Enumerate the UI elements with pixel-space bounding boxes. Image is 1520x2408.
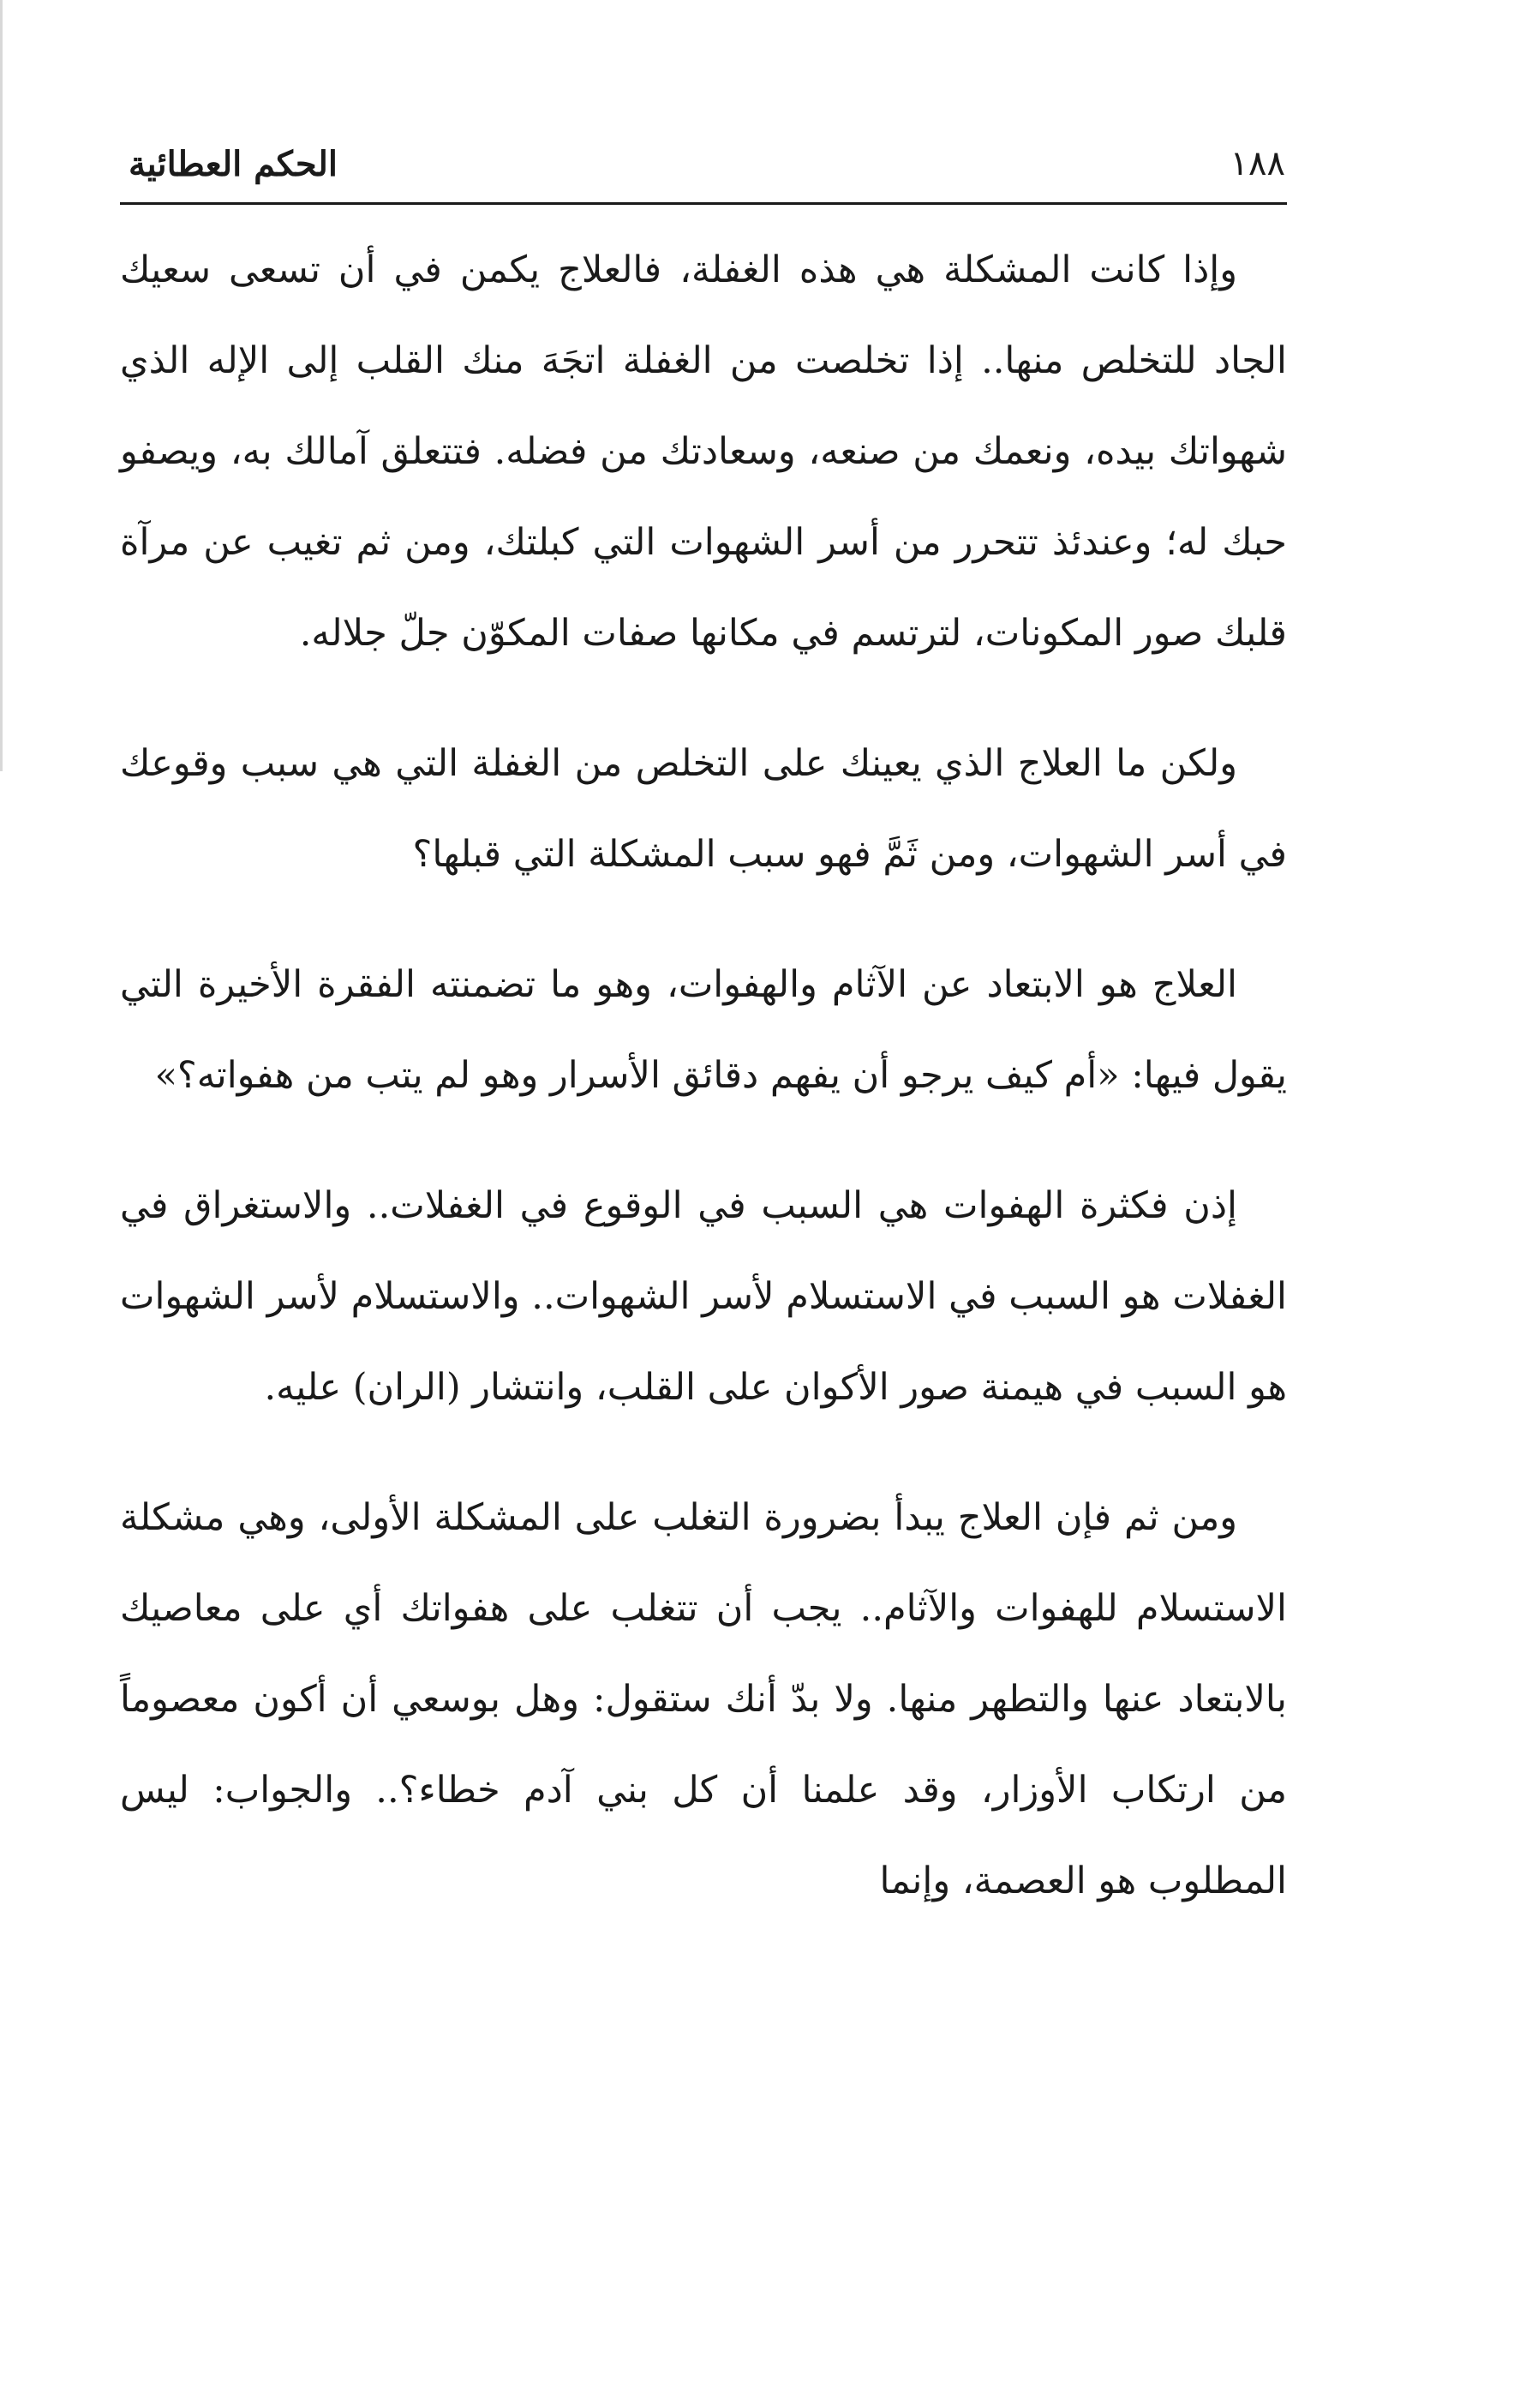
scan-edge-shadow xyxy=(0,0,3,771)
page-number: ١٨٨ xyxy=(1230,144,1285,183)
paragraph-2: ولكن ما العلاج الذي يعينك على التخلص من الغفلة التي هي سبب وقوعك في أسر الشهوات، ومن ثَمَّ فهو سبب المشكلة التي قبلها؟ xyxy=(120,742,1287,876)
body-text xyxy=(120,225,1287,1926)
header-divider xyxy=(120,202,1287,205)
paragraph-4: إذن فكثرة الهفوات هي السبب في الوقوع في الغفلات.. والاستغراق في الغفلات هو السبب في الاستسلام لأسر الشهوات.. والاستسلام لأسر الشهوات هو السبب في هيمنة صور الأكوان على القلب، وانتشار (الران) عليه. xyxy=(120,1184,1287,1409)
paragraph-5: ومن ثم فإن العلاج يبدأ بضرورة التغلب على المشكلة الأولى، وهي مشكلة الاستسلام للهفوات والآثام.. يجب أن تتغلب على هفواتك أي على معاصيك بالابتعاد عنها والتطهر منها. ولا بدّ أنك ستقول: وهل بوسعي أن أكون معصوماً من ارتكاب الأوزار، وقد علمنا أن كل بني آدم خطاء؟.. والجواب: ليس المطلوب هو العصمة، وإنما xyxy=(120,1496,1287,1902)
page-header xyxy=(129,129,1285,195)
paragraph-1: وإذا كانت المشكلة هي هذه الغفلة، فالعلاج يكمن في أن تسعى سعيك الجاد للتخلص منها.. إذا تخلصت من الغفلة اتجَهَ منك القلب إلى الإله الذي شهواتك بيده، ونعمك من صنعه، وسعادتك من فضله. فتتعلق آمالك به، ويصفو حبك له؛ وعندئذ تتحرر من أسر الشهوات التي كبلتك، ومن ثم تغيب عن مرآة قلبك صور المكونات، لترتسم في مكانها صفات المكوّن جلّ جلاله. xyxy=(120,249,1287,655)
running-title: الحكم العطائية xyxy=(129,144,338,184)
paragraph-3: العلاج هو الابتعاد عن الآثام والهفوات، وهو ما تضمنته الفقرة الأخيرة التي يقول فيها: «أم كيف يرجو أن يفهم دقائق الأسرار وهو لم يتب من هفواته؟» xyxy=(120,963,1287,1097)
